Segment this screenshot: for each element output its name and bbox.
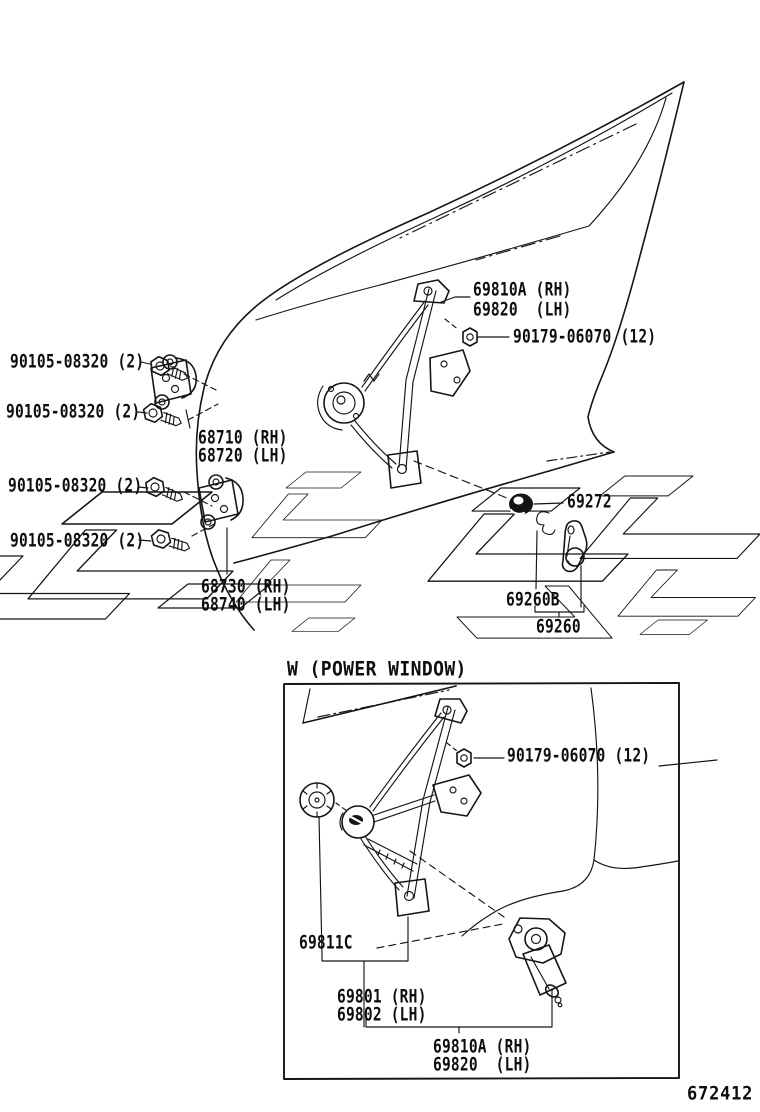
- part-label-hinge-screw-1: 90105-08320 (2): [10, 350, 145, 373]
- part-label-hinge-lower-lh: 68740 (LH): [201, 593, 291, 616]
- part-label-pw-assembly-rh: 69810A (RH): [433, 1035, 532, 1058]
- part-label-hinge-screw-2: 90105-08320 (2): [6, 400, 141, 423]
- hinge-bolt-3: [143, 476, 186, 507]
- part-label-pw-regulator-lh: 69802 (LH): [337, 1003, 427, 1026]
- part-label-nut-lower: 90179-06070 (12): [507, 744, 651, 767]
- part-label-hinge-upper-lh: 68720 (LH): [198, 444, 288, 467]
- part-label-regulator-lh-upper: 69820 (LH): [473, 298, 572, 321]
- part-label-regulator-rh-upper: 69810A (RH): [473, 278, 572, 301]
- door-hinge-lower: [199, 475, 243, 574]
- figure-code: 672412: [687, 1082, 754, 1106]
- watermark-logo-band: [0, 472, 760, 638]
- crank-clip-69260b: [537, 512, 555, 535]
- hinge-bolt-2: [141, 402, 184, 431]
- part-label-pw-assembly-lh: 69820 (LH): [433, 1053, 532, 1076]
- nut-upper: [463, 328, 477, 346]
- hinge-bolt-4: [149, 528, 192, 556]
- window-regulator-lower: [300, 699, 481, 916]
- grommet-69272: [509, 494, 533, 515]
- power-window-motor: [509, 918, 566, 1007]
- part-label-crank-handle: 69260: [536, 615, 581, 638]
- window-crank-handle: [563, 521, 587, 572]
- part-label-pw-regulator-rh: 69801 (RH): [337, 985, 427, 1008]
- part-label-grommet: 69272: [567, 490, 612, 513]
- part-label-nut-upper: 90179-06070 (12): [513, 325, 657, 348]
- part-label-spring-clip: 69811C: [299, 931, 353, 954]
- section-header-power-window: W (POWER WINDOW): [287, 657, 467, 681]
- part-label-hinge-lower-rh: 68730 (RH): [201, 575, 291, 598]
- part-label-hinge-screw-4: 90105-08320 (2): [10, 529, 145, 552]
- part-label-crank-clip: 69260B: [506, 588, 560, 611]
- nut-lower: [447, 743, 471, 767]
- part-label-hinge-upper-rh: 68710 (RH): [198, 426, 288, 449]
- part-label-hinge-screw-3: 90105-08320 (2): [8, 474, 143, 497]
